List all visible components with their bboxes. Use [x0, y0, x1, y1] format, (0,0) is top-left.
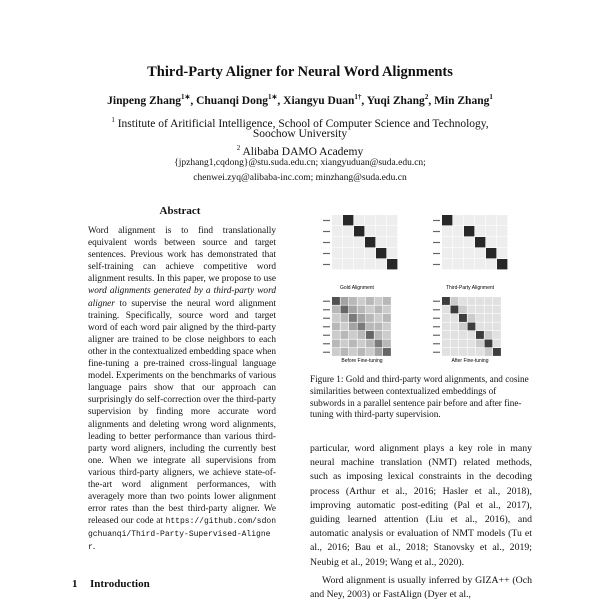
author-list: Jinpeng Zhang$^{1∗}$, Chuanqi Dong$^{1∗}$, Xiangyu Duan$^{1\dagger}$, Yuqi Zhang$^2$, Min Zhang$^1$: [107, 93, 493, 107]
matrix-cell: [464, 215, 474, 225]
matrix-cell: [475, 248, 485, 258]
figure-1: [312, 205, 527, 365]
matrix-cell: [365, 215, 375, 225]
matrix-cell: [468, 331, 476, 339]
row-label: [323, 309, 330, 310]
row-label: [323, 326, 330, 327]
matrix-cell: [375, 348, 383, 356]
matrix-cell: [459, 297, 467, 305]
matrix-cell: [493, 306, 501, 314]
matrix-cell: [497, 259, 507, 269]
matrix-cell: [476, 297, 484, 305]
matrix-cell: [354, 226, 364, 236]
matrix-cell: [366, 340, 374, 348]
matrix-cell: [365, 248, 375, 258]
matrix-cell: [493, 297, 501, 305]
matrix-cell: [375, 323, 383, 331]
before-label: Before Fine-tuning: [341, 358, 383, 364]
matrix-cell: [485, 331, 493, 339]
intro-right-column: [310, 442, 532, 602]
matrix-cell: [366, 331, 374, 339]
matrix-cell: [376, 226, 386, 236]
matrix-cell: [442, 215, 452, 225]
matrix-cell: [476, 348, 484, 356]
matrix-cell: [459, 314, 467, 322]
matrix-cell: [497, 226, 507, 236]
matrix-cell: [442, 248, 452, 258]
section-number: 1: [72, 578, 78, 590]
paragraph: particular, word alignment plays a key role in many neural machine translation (NMT) related methods, such as imposing lexical constraints in the decoding process (Arthur et al., 2016; Hasler et al., 2018), improving automatic post-editing (Pal et al., 2017), guiding learned attention (Liu et al., 2016), and automatic analysis or evaluation of NMT models (Tu et al., 2016; Bau et al., 2018; Stanovsky et al., 2019; Neubig et al., 2019; Wang et al., 2020).: [310, 443, 532, 568]
aff-text: Institute of Aritificial Intelligence, School of Computer Science and Technology,: [117, 117, 489, 130]
matrix-cell: [332, 248, 342, 258]
matrix-cell: [453, 226, 463, 236]
matrix-cell: [485, 323, 493, 331]
matrix-cell: [341, 323, 349, 331]
matrix-cell: [442, 340, 450, 348]
matrix-cell: [366, 323, 374, 331]
matrix-cell: [486, 237, 496, 247]
row-label: [433, 264, 440, 265]
matrix-cell: [332, 340, 340, 348]
matrix-cell: [349, 331, 357, 339]
matrix-cell: [442, 237, 452, 247]
matrix-cell: [341, 348, 349, 356]
matrix-cell: [375, 297, 383, 305]
author-sup: 1: [489, 93, 493, 101]
matrix-cell: [349, 323, 357, 331]
matrix-cell: [451, 340, 459, 348]
matrix-cell: [468, 323, 476, 331]
matrix-cell: [358, 306, 366, 314]
row-label: [323, 335, 330, 336]
row-label: [323, 352, 330, 353]
matrix-cell: [343, 226, 353, 236]
matrix-cell: [442, 259, 452, 269]
author-name: Yuqi Zhang: [366, 94, 425, 107]
matrix-cell: [365, 237, 375, 247]
matrix-cell: [493, 314, 501, 322]
abstract-text: to supervise the neural word alignment training. Specifically, source word and target word of each word pair aligned by the third-party aligner are trained to be close neighbors to each other in the contextualized embedding space when fine-tuning a pre-trained cross-lingual language model. Experiments on the benchmarks of various language pairs show that our approach can surprisingly do self-correction over the third-party supervision by finding more accurate word alignments and deleting wrong word alignments, leading to better performance than various third-party word aligners, including the currently best one. When we integrate all supervisions from various third-party aligners, we achieve state-of-the-art word alignment performances, with averagely more than two points lower alignment error rates than the best third-party aligner. We released our code at: [88, 298, 276, 527]
matrix-cell: [341, 331, 349, 339]
matrix-cell: [358, 340, 366, 348]
matrix-cell: [332, 314, 340, 322]
matrix-cell: [387, 226, 397, 236]
code-link[interactable]: https://github.com/sdongchuanqi/Third-Party-Supervised-Aligner: [88, 517, 276, 553]
matrix-cell: [453, 248, 463, 258]
matrix-cell: [442, 306, 450, 314]
matrix-cell: [376, 215, 386, 225]
matrix-cell: [332, 259, 342, 269]
matrix-cell: [468, 314, 476, 322]
matrix-cell: [332, 323, 340, 331]
matrix-cell: [383, 323, 391, 331]
aff-text: Alibaba DAMO Academy: [242, 145, 364, 158]
matrix-cell: [493, 340, 501, 348]
matrix-cell: [376, 248, 386, 258]
matrix-cell: [358, 323, 366, 331]
matrix-cell: [476, 331, 484, 339]
author-sup: 2: [424, 93, 429, 101]
matrix-cell: [375, 331, 383, 339]
matrix-cell: [497, 237, 507, 247]
matrix-cell: [468, 348, 476, 356]
matrix-cell: [332, 237, 342, 247]
aff-sup: 2: [236, 144, 241, 152]
matrix-cell: [383, 306, 391, 314]
matrix-cell: [464, 237, 474, 247]
row-label: [433, 301, 440, 302]
matrix-cell: [486, 248, 496, 258]
matrix-cell: [485, 348, 493, 356]
matrix-cell: [343, 215, 353, 225]
matrix-cell: [486, 215, 496, 225]
matrix-cell: [442, 348, 450, 356]
matrix-cell: [376, 237, 386, 247]
author-name: Jinpeng Zhang: [107, 94, 181, 107]
matrix-cell: [332, 348, 340, 356]
row-label: [323, 318, 330, 319]
matrix-cell: [343, 237, 353, 247]
matrix-cell: [341, 297, 349, 305]
row-label: [433, 326, 440, 327]
matrix-cell: [365, 226, 375, 236]
matrix-cell: [485, 306, 493, 314]
row-label: [323, 301, 330, 302]
matrix-cell: [366, 297, 374, 305]
matrix-cell: [451, 306, 459, 314]
matrix-cell: [332, 331, 340, 339]
matrix-cell: [343, 259, 353, 269]
matrix-cell: [464, 259, 474, 269]
after-label: After Fine-tuning: [451, 358, 489, 364]
row-label: [433, 220, 440, 221]
matrix-cell: [354, 248, 364, 258]
matrix-cell: [468, 297, 476, 305]
matrix-cell: [451, 297, 459, 305]
author-name: Chuanqi Dong: [196, 94, 269, 107]
matrix-cell: [375, 306, 383, 314]
matrix-cell: [354, 215, 364, 225]
row-label: [433, 242, 440, 243]
row-label: [323, 343, 330, 344]
matrix-cell: [493, 331, 501, 339]
matrix-cell: [442, 331, 450, 339]
after-finetuning-heatmap: [433, 297, 501, 356]
matrix-cell: [476, 314, 484, 322]
matrix-cell: [493, 323, 501, 331]
gold-alignment-matrix: [323, 215, 397, 269]
matrix-cell: [453, 237, 463, 247]
matrix-cell: [453, 259, 463, 269]
matrix-cell: [486, 226, 496, 236]
author-sup: 1∗: [180, 93, 191, 101]
row-label: [433, 343, 440, 344]
matrix-cell: [451, 314, 459, 322]
matrix-cell: [354, 259, 364, 269]
matrix-cell: [341, 340, 349, 348]
row-label: [323, 253, 330, 254]
matrix-cell: [376, 259, 386, 269]
matrix-cell: [485, 314, 493, 322]
matrix-cell: [475, 237, 485, 247]
matrix-cell: [383, 340, 391, 348]
matrix-cell: [349, 340, 357, 348]
row-label: [433, 335, 440, 336]
matrix-cell: [475, 226, 485, 236]
matrix-cell: [485, 340, 493, 348]
abstract-italic: word alignments generated by a third-party word aligner: [88, 286, 276, 309]
matrix-cell: [366, 314, 374, 322]
matrix-cell: [486, 259, 496, 269]
paper-title: Third-Party Aligner for Neural Word Alignments: [147, 64, 453, 80]
email-line-1: {jpzhang1,cqdong}@stu.suda.edu.cn; xiangyuduan@suda.edu.cn;: [174, 158, 426, 168]
matrix-cell: [387, 237, 397, 247]
matrix-cell: [451, 348, 459, 356]
matrix-cell: [497, 215, 507, 225]
abstract-end: .: [92, 542, 96, 553]
matrix-cell: [383, 297, 391, 305]
matrix-cell: [459, 306, 467, 314]
figure-caption: Figure 1: Gold and third-party word alignments, and cosine similarities between contextualized embeddings of subwords in a parallel sentence pair before and after fine-tuning with third-party supervision.: [310, 374, 529, 420]
matrix-cell: [459, 331, 467, 339]
row-label: [433, 253, 440, 254]
matrix-cell: [442, 323, 450, 331]
matrix-cell: [375, 340, 383, 348]
email-line-2: chenwei.zyq@alibaba-inc.com; minzhang@suda.edu.cn: [193, 173, 407, 183]
aff-sup: 1: [111, 116, 115, 124]
row-label: [323, 242, 330, 243]
matrix-cell: [459, 348, 467, 356]
matrix-cell: [442, 297, 450, 305]
author-name: Xiangyu Duan: [283, 94, 355, 107]
abstract-text: Word alignment is to find translationally equivalent words between source and target sentences. Previous work has demonstrated that self-training can achieve competitive word alignment results. In this paper, we propose to use: [88, 226, 276, 285]
matrix-cell: [349, 297, 357, 305]
matrix-cell: [464, 248, 474, 258]
section-heading: [72, 578, 150, 590]
matrix-cell: [383, 348, 391, 356]
matrix-cell: [349, 314, 357, 322]
matrix-cell: [468, 340, 476, 348]
row-label: [433, 309, 440, 310]
matrix-cell: [354, 237, 364, 247]
before-finetuning-heatmap: [323, 297, 391, 356]
section-title: Introduction: [90, 578, 150, 590]
matrix-cell: [332, 297, 340, 305]
gold-label: Gold Alignment: [340, 285, 374, 291]
matrix-cell: [341, 306, 349, 314]
matrix-cell: [349, 306, 357, 314]
paragraph: Word alignment is usually inferred by GIZA++ (Och and Ney, 2003) or FastAlign (Dyer et al.,: [310, 574, 532, 601]
matrix-cell: [475, 259, 485, 269]
matrix-cell: [341, 314, 349, 322]
author-sup: 1†: [354, 93, 362, 101]
matrix-cell: [366, 306, 374, 314]
matrix-cell: [475, 215, 485, 225]
matrix-cell: [468, 306, 476, 314]
matrix-cell: [332, 306, 340, 314]
matrix-cell: [459, 340, 467, 348]
affiliation-1-cont: Soochow University: [252, 128, 348, 140]
matrix-cell: [497, 248, 507, 258]
matrix-cell: [451, 323, 459, 331]
third-party-alignment-matrix: [433, 215, 507, 269]
matrix-cell: [332, 226, 342, 236]
row-label: [323, 231, 330, 232]
matrix-cell: [485, 297, 493, 305]
matrix-cell: [358, 297, 366, 305]
matrix-cell: [476, 340, 484, 348]
abstract-heading: Abstract: [159, 205, 201, 217]
matrix-cell: [442, 314, 450, 322]
author-sup: 1∗: [268, 93, 278, 101]
matrix-cell: [387, 248, 397, 258]
matrix-cell: [358, 348, 366, 356]
matrix-cell: [464, 226, 474, 236]
matrix-cell: [358, 314, 366, 322]
row-label: [433, 231, 440, 232]
matrix-cell: [365, 259, 375, 269]
matrix-cell: [387, 259, 397, 269]
row-label: [433, 352, 440, 353]
matrix-cell: [476, 306, 484, 314]
matrix-cell: [332, 215, 342, 225]
matrix-cell: [383, 314, 391, 322]
row-label: [323, 264, 330, 265]
matrix-cell: [476, 323, 484, 331]
matrix-cell: [366, 348, 374, 356]
row-label: [323, 220, 330, 221]
matrix-cell: [375, 314, 383, 322]
matrix-cell: [383, 331, 391, 339]
matrix-cell: [343, 248, 353, 258]
matrix-cell: [349, 348, 357, 356]
third-party-label: Third-Party Alignment: [445, 285, 495, 291]
matrix-cell: [453, 215, 463, 225]
matrix-cell: [387, 215, 397, 225]
abstract-body: [88, 225, 276, 555]
matrix-cell: [493, 348, 501, 356]
matrix-cell: [451, 331, 459, 339]
matrix-cell: [459, 323, 467, 331]
author-name: Min Zhang: [434, 94, 490, 107]
row-label: [433, 318, 440, 319]
matrix-cell: [442, 226, 452, 236]
matrix-cell: [358, 331, 366, 339]
